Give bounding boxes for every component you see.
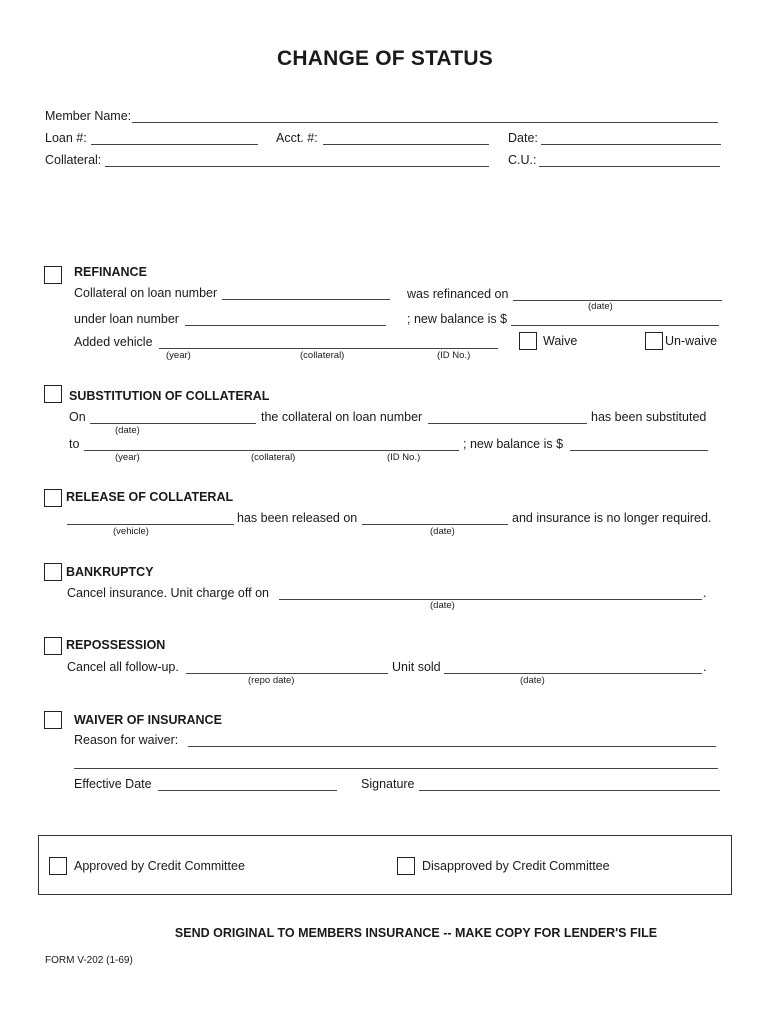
repossession-checkbox[interactable] <box>44 637 62 655</box>
substitution-to-label: to <box>69 437 80 451</box>
refinance-year-caption: (year) <box>166 350 191 361</box>
substitution-loan-number-field[interactable] <box>428 423 587 424</box>
refinance-new-balance-field[interactable] <box>511 325 719 326</box>
release-vehicle-caption: (vehicle) <box>113 526 149 537</box>
release-vehicle-field[interactable] <box>67 524 234 525</box>
refinance-collateral-caption: (collateral) <box>300 350 345 361</box>
waiver-reason-field-2[interactable] <box>74 768 718 769</box>
disapproved-label: Disapproved by Credit Committee <box>422 859 610 873</box>
bankruptcy-date-field[interactable] <box>279 599 702 600</box>
acct-field[interactable] <box>323 144 489 145</box>
bankruptcy-text: Cancel insurance. Unit charge off on <box>67 586 269 600</box>
refinance-collateral-label: Collateral on loan number <box>74 286 218 300</box>
repossession-date-caption: (date) <box>520 675 545 686</box>
date-field[interactable] <box>541 144 721 145</box>
release-checkbox[interactable] <box>44 489 62 507</box>
cu-field[interactable] <box>539 166 720 167</box>
approved-checkbox[interactable] <box>49 857 67 875</box>
substitution-heading: SUBSTITUTION OF COLLATERAL <box>69 389 270 403</box>
acct-label: Acct. #: <box>276 131 318 145</box>
release-date-field[interactable] <box>362 524 508 525</box>
substitution-substituted-label: has been substituted <box>591 410 707 424</box>
member-name-label: Member Name: <box>45 109 132 123</box>
unwaive-label: Un-waive <box>665 334 718 348</box>
substitution-collateral-label: the collateral on loan number <box>261 410 423 424</box>
repossession-heading: REPOSSESSION <box>66 638 166 652</box>
footer-instruction: SEND ORIGINAL TO MEMBERS INSURANCE -- MAKE COPY FOR LENDER'S FILE <box>174 926 658 940</box>
bankruptcy-heading: BANKRUPTCY <box>66 565 154 579</box>
waiver-signature-field[interactable] <box>419 790 720 791</box>
release-insurance-text: and insurance is no longer required. <box>512 511 712 525</box>
waiver-reason-label: Reason for waiver: <box>74 733 179 747</box>
waiver-reason-field[interactable] <box>188 746 716 747</box>
refinance-date-caption: (date) <box>588 301 613 312</box>
waiver-effective-date-field[interactable] <box>158 790 337 791</box>
refinance-date-field[interactable] <box>513 300 722 301</box>
waive-checkbox[interactable] <box>519 332 537 350</box>
waive-label: Waive <box>543 334 578 348</box>
substitution-checkbox[interactable] <box>44 385 62 403</box>
repossession-period: . <box>703 660 707 674</box>
repossession-repo-caption: (repo date) <box>248 675 295 686</box>
refinance-loan-number-field[interactable] <box>222 299 390 300</box>
release-heading: RELEASE OF COLLATERAL <box>66 490 234 504</box>
refinance-added-vehicle-field[interactable] <box>159 348 498 349</box>
repossession-sold-date-field[interactable] <box>444 673 702 674</box>
substitution-to-field[interactable] <box>84 450 459 451</box>
bankruptcy-date-caption: (date) <box>430 600 455 611</box>
bankruptcy-checkbox[interactable] <box>44 563 62 581</box>
refinance-checkbox[interactable] <box>44 266 62 284</box>
release-released-on-label: has been released on <box>237 511 358 525</box>
waiver-effective-date-label: Effective Date <box>74 777 152 791</box>
page-title: CHANGE OF STATUS <box>277 47 493 70</box>
bankruptcy-period: . <box>703 586 707 600</box>
refinance-added-vehicle-label: Added vehicle <box>74 335 153 349</box>
repossession-repo-date-field[interactable] <box>186 673 388 674</box>
refinance-was-refinanced-label: was refinanced on <box>407 287 509 301</box>
unwaive-checkbox[interactable] <box>645 332 663 350</box>
substitution-new-balance-field[interactable] <box>570 450 708 451</box>
waiver-checkbox[interactable] <box>44 711 62 729</box>
repossession-text: Cancel all follow-up. <box>67 660 179 674</box>
substitution-collateral-caption: (collateral) <box>251 452 296 463</box>
substitution-new-balance-label: ; new balance is $ <box>463 437 564 451</box>
repossession-unit-sold-label: Unit sold <box>392 660 441 674</box>
substitution-date-caption: (date) <box>115 425 140 436</box>
substitution-date-field[interactable] <box>90 423 256 424</box>
refinance-under-loan-label: under loan number <box>74 312 179 326</box>
waiver-signature-label: Signature <box>361 777 415 791</box>
collateral-label: Collateral: <box>45 153 102 167</box>
refinance-under-loan-field[interactable] <box>185 325 386 326</box>
date-label: Date: <box>508 131 538 145</box>
disapproved-checkbox[interactable] <box>397 857 415 875</box>
substitution-year-caption: (year) <box>115 452 140 463</box>
loan-field[interactable] <box>91 144 258 145</box>
form-number: FORM V-202 (1-69) <box>45 955 133 966</box>
collateral-field[interactable] <box>105 166 489 167</box>
loan-label: Loan #: <box>45 131 87 145</box>
refinance-id-caption: (ID No.) <box>437 350 471 361</box>
release-date-caption: (date) <box>430 526 455 537</box>
approved-label: Approved by Credit Committee <box>74 859 245 873</box>
substitution-on-label: On <box>69 410 86 424</box>
substitution-id-caption: (ID No.) <box>387 452 421 463</box>
waiver-heading: WAIVER OF INSURANCE <box>74 713 222 727</box>
refinance-heading: REFINANCE <box>74 265 147 279</box>
cu-label: C.U.: <box>508 153 537 167</box>
refinance-new-balance-label: ; new balance is $ <box>407 312 508 326</box>
member-name-field[interactable] <box>132 122 718 123</box>
